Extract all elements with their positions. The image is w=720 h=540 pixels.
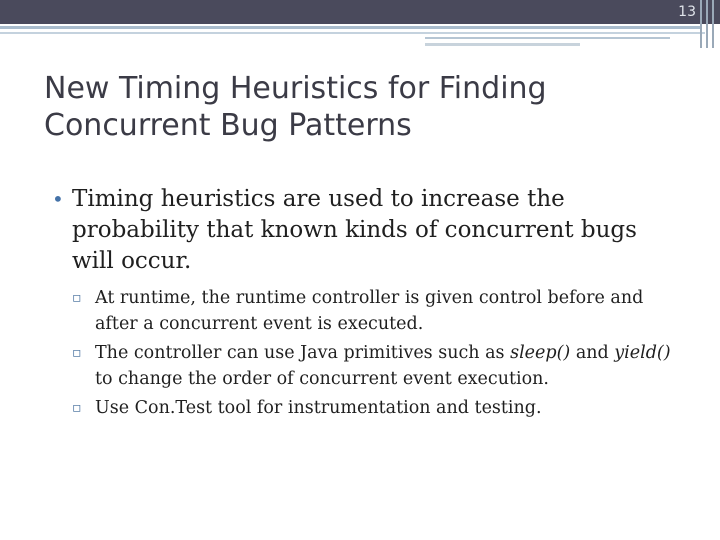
sub-bullet-text: At runtime, the runtime controller is given control before and after a concurrent event is executed. bbox=[95, 288, 644, 334]
sub-bullet-item bbox=[72, 340, 682, 392]
decorative-bar bbox=[706, 0, 708, 48]
bullet-item bbox=[52, 184, 682, 277]
decorative-line bbox=[425, 43, 580, 46]
slide-body bbox=[52, 184, 682, 424]
bullet-icon: • bbox=[52, 187, 64, 211]
square-bullet-icon: ▫ bbox=[72, 290, 82, 306]
decorative-bar bbox=[712, 0, 714, 48]
slide-number: 13 bbox=[678, 4, 696, 20]
sub-bullet-text-end: to change the order of concurrent event execution. bbox=[95, 369, 549, 389]
sub-bullet-list bbox=[52, 285, 682, 421]
decorative-line bbox=[425, 37, 670, 39]
sub-bullet-text-start: The controller can use Java primitives such as bbox=[95, 343, 511, 363]
decorative-line bbox=[0, 32, 705, 34]
sleep-code-text: sleep() bbox=[510, 343, 571, 363]
decorative-bar bbox=[700, 0, 702, 48]
bullet-text: Timing heuristics are used to increase the probability that known kinds of concurrent bugs will occur. bbox=[72, 186, 637, 274]
yield-code-text: yield() bbox=[614, 343, 671, 363]
square-bullet-icon: ▫ bbox=[72, 400, 82, 416]
sub-bullet-item bbox=[72, 395, 682, 421]
top-header-band bbox=[0, 0, 720, 24]
sub-bullet-text: Use Con.Test tool for instrumentation and testing. bbox=[95, 398, 542, 418]
sub-bullet-item bbox=[72, 285, 682, 337]
and-text: and bbox=[570, 343, 615, 363]
square-bullet-icon: ▫ bbox=[72, 345, 82, 361]
decorative-line bbox=[0, 26, 700, 29]
slide-title: New Timing Heuristics for Finding Concurrent Bug Patterns bbox=[44, 71, 547, 143]
